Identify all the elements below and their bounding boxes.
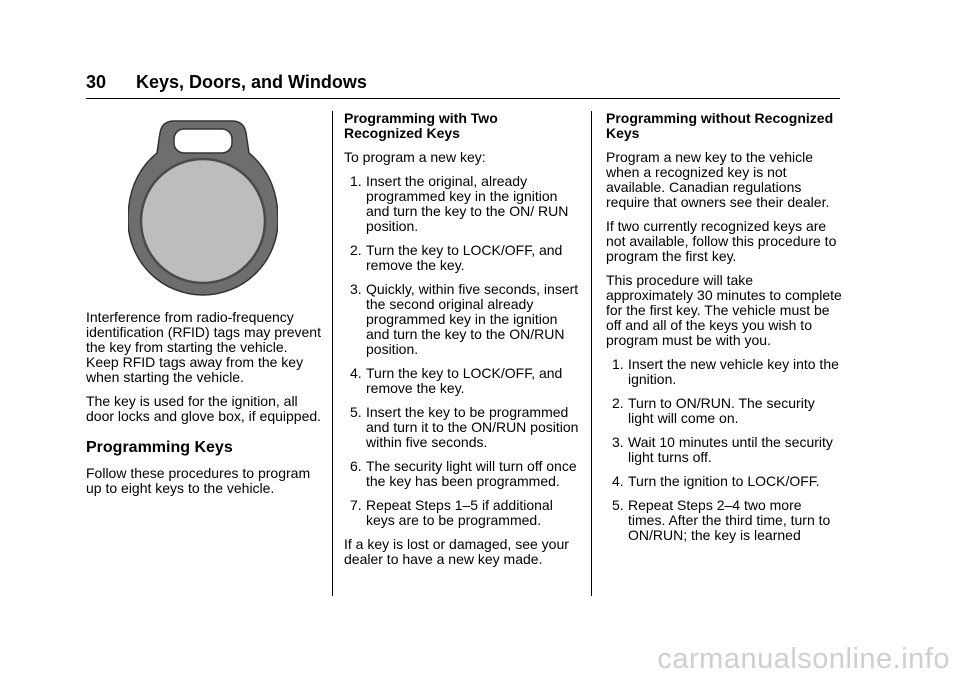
step-number: 3 . [350, 282, 362, 297]
step-number: 6 . [350, 459, 362, 474]
list-item [606, 435, 842, 465]
page-number: 30 [86, 72, 107, 92]
step-text: Insert the new vehicle key into the ignition. [628, 356, 839, 387]
step-number: 5 . [612, 498, 624, 513]
list-item [344, 366, 580, 396]
list-item [344, 282, 580, 357]
list-item [344, 243, 580, 273]
body-paragraph: If two currently recognized keys are not available, follow this procedure to program the first key. [606, 218, 837, 264]
list-item [606, 357, 842, 387]
header-rule [86, 98, 840, 99]
step-text: Turn the key to LOCK/OFF, and remove the key. [366, 365, 563, 396]
column-middle [344, 111, 580, 576]
step-text: Insert the key to be programmed and turn it to the ON/RUN position within five seconds. [366, 404, 579, 450]
step-text: Repeat Steps 2–4 two more times. After the third time, turn to ON/RUN; the key is learned [628, 497, 831, 543]
step-text: Quickly, within five seconds, insert the second original already programmed key in the ignition and turn the key to the ON/RUN position. [366, 281, 579, 357]
list-item [344, 174, 580, 234]
subsection-heading: Programming with Two Recognized Keys [344, 110, 498, 141]
step-text: Turn the key to LOCK/OFF, and remove the key. [366, 242, 563, 273]
list-item [344, 405, 580, 450]
step-text: Insert the original, already programmed key in the ignition and turn the key to the ON/ RUN position. [366, 173, 569, 234]
steps-list [344, 174, 580, 528]
step-number: 3 . [612, 435, 624, 450]
step-number: 2 . [612, 396, 624, 411]
step-text: The security light will turn off once the key has been programmed. [366, 458, 577, 489]
list-item [344, 498, 580, 528]
step-number: 1 . [350, 174, 362, 189]
step-number: 5 . [350, 405, 362, 420]
column-divider [332, 111, 333, 596]
step-text: Wait 10 minutes until the security light turns off. [628, 434, 833, 465]
list-item [606, 474, 842, 489]
step-number: 7 . [350, 498, 362, 513]
key-usage-paragraph: The key is used for the ignition, all door locks and glove box, if equipped. [86, 393, 322, 424]
lost-key-paragraph: If a key is lost or damaged, see your dealer to have a new key made. [344, 536, 569, 567]
column-left [86, 310, 322, 505]
watermark-text[interactable]: carmanualsonline.info [657, 643, 950, 675]
column-divider [591, 111, 592, 596]
step-number: 4 . [350, 366, 362, 381]
steps-list [606, 357, 842, 543]
column-right [606, 111, 842, 552]
step-text: Turn to ON/RUN. The security light will come on. [628, 395, 815, 426]
page-header [86, 70, 840, 94]
rfid-interference-paragraph: Interference from radio-frequency identification (RFID) tags may prevent the key from starting the vehicle. Keep RFID tags away from the key when starting the vehicle. [86, 309, 321, 385]
body-paragraph: This procedure will take approximately 30 minutes to complete for the first key. The vehicle must be off and all of the keys you wish to program must be with you. [606, 272, 842, 348]
subsection-heading: Programming without Recognized Keys [606, 110, 834, 141]
rfid-key-fob-icon [128, 117, 278, 297]
list-item [606, 498, 842, 543]
list-item [344, 459, 580, 489]
page-title: Keys, Doors, and Windows [136, 72, 367, 92]
programming-intro-paragraph: Follow these procedures to program up to eight keys to the vehicle. [86, 465, 311, 496]
list-item [606, 396, 842, 426]
step-number: 4 . [612, 474, 624, 489]
step-number: 1 . [612, 357, 624, 372]
step-number: 2 . [350, 243, 362, 258]
step-text: Repeat Steps 1–5 if additional keys are to be programmed. [366, 497, 553, 528]
step-text: Turn the ignition to LOCK/OFF. [628, 473, 820, 489]
intro-paragraph: To program a new key: [344, 149, 486, 165]
section-heading: Programming Keys [86, 439, 233, 456]
body-paragraph: Program a new key to the vehicle when a recognized key is not available. Canadian regulations require that owners see their dealer. [606, 149, 830, 210]
